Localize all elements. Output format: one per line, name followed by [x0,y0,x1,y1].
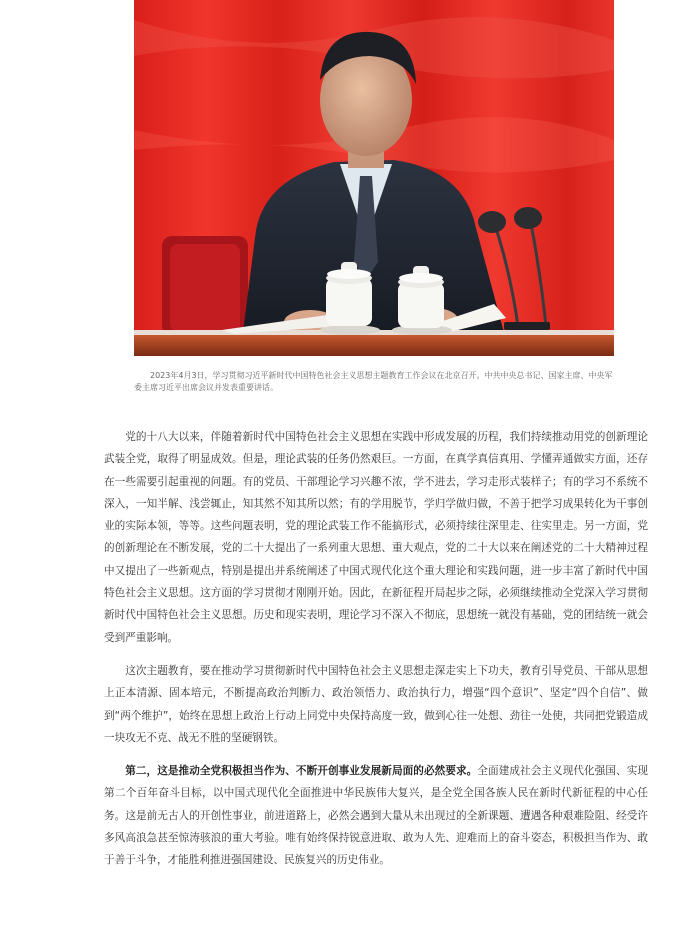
meeting-photo [134,0,614,356]
photo-caption: 2023年4月3日，学习贯彻习近平新时代中国特色社会主义思想主题教育工作会议在北京召开。中共中央总书记、国家主席、中央军委主席习近平出席会议并发表重要讲话。 [134,371,613,392]
paragraph-3-lead: 第二，这是推动全党积极担当作为、不断开创事业发展新局面的必然要求。 [125,765,478,778]
article-body [104,426,648,872]
paragraph-2 [104,660,648,749]
paragraph-3 [104,760,648,871]
paragraph-3-text: 全面建成社会主义现代化强国、实现第二个百年奋斗目标，以中国式现代化全面推进中华民族伟大复兴，是全党全国各族人民在新时代新征程的中心任务。这是前无古人的开创性事业，前进道路上，必然会遇到大量从未出现过的全新课题、遭遇各种艰难险阻、经受许多风高浪急甚至惊涛骇浪的重大考验。唯有始终保持锐意进取、敢为人先、迎难而上的奋斗姿态，积极担当作为、敢于善于斗争，才能胜利推进强国建设、民族复兴的历史伟业。 [104,765,649,867]
conference-table [134,334,614,356]
paragraph-1 [104,426,648,649]
paragraph-1-text: 党的十八大以来，伴随着新时代中国特色社会主义思想在实践中形成发展的历程，我们持续推动用党的创新理论武装全党，取得了明显成效。但是，理论武装的任务仍然艰巨。一方面，在真学真信真用、学懂弄通做实方面，还存在一些需要引起重视的问题。有的党员、干部理论学习兴趣不浓，学不进去，学习走形式装样子；有的学习不系统不深入，一知半解、浅尝辄止，知其然不知其所以然；有的学用脱节，学归学做归做，不善于把学习成果转化为干事创业的实际本领，等等。这些问题表明，党的理论武装工作不能搞形式，必须持续往深里走、往实里走。另一方面，党的创新理论在不断发展，党的二十大提出了一系列重大思想、重大观点，党的二十大以来在阐述党的二十大精神过程中又提出了一些新观点，特别是提出并系统阐述了中国式现代化这个重大理论和实践问题，进一步丰富了新时代中国特色社会主义思想。这方面的学习贯彻才刚刚开始。因此，在新征程开局起步之际，必须继续推动全党深入学习贯彻新时代中国特色社会主义思想。历史和现实表明，理论学习不深入不彻底，思想统一就没有基础，党的团结统一就会受到严重影响。 [104,431,648,644]
meeting-photo-illustration [134,0,614,356]
paragraph-2-text: 这次主题教育，要在推动学习贯彻新时代中国特色社会主义思想走深走实上下功夫，教育引导党员、干部从思想上正本清源、固本培元，不断提高政治判断力、政治领悟力、政治执行力，增强“四个意识”、坚定“四个自信”、做到“两个维护”，始终在思想上政治上行动上同党中央保持高度一致，做到心往一处想、劲往一处使，共同把党锻造成一块攻无不克、战无不胜的坚硬钢铁。 [104,664,648,744]
